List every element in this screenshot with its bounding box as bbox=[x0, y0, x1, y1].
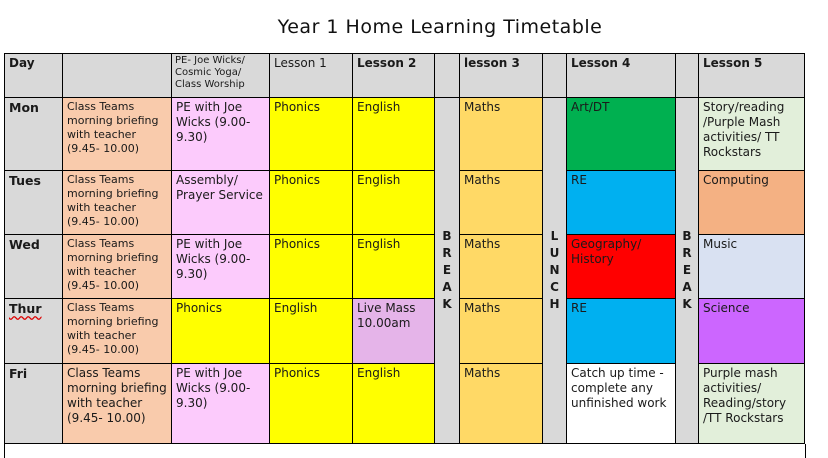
pe-cell: PE with Joe Wicks (9.00-9.30) bbox=[172, 98, 270, 171]
break-column bbox=[435, 98, 460, 444]
header-lesson4: Lesson 4 bbox=[567, 54, 676, 98]
lesson3-cell: Maths bbox=[460, 171, 543, 235]
lesson4-cell: Catch up time - complete any unfinished work bbox=[567, 364, 676, 444]
break-letter: K bbox=[682, 297, 692, 311]
lesson4-cell: RE bbox=[567, 171, 676, 235]
lesson5-cell: Computing bbox=[699, 171, 805, 235]
timetable bbox=[4, 53, 805, 444]
lesson5-cell: Music bbox=[699, 235, 805, 299]
lesson5-cell: Science bbox=[699, 299, 805, 364]
lesson1-cell: Phonics bbox=[270, 235, 353, 299]
break-letter: A bbox=[442, 280, 452, 294]
header-pe: PE- Joe Wicks/ Cosmic Yoga/ Class Worship bbox=[172, 54, 270, 98]
lesson2-cell: Live Mass 10.00am bbox=[353, 299, 435, 364]
lunch-header-cell bbox=[543, 54, 567, 98]
lesson4-cell: RE bbox=[567, 299, 676, 364]
lesson2-cell: English bbox=[353, 171, 435, 235]
briefing-cell: Class Teams morning briefing with teacher (9.45- 10.00) bbox=[63, 299, 172, 364]
lesson3-cell: Maths bbox=[460, 235, 543, 299]
lesson1-cell: English bbox=[270, 299, 353, 364]
table-continuation bbox=[4, 444, 806, 458]
break-header-cell bbox=[435, 54, 460, 98]
briefing-cell: Class Teams morning briefing with teacher (9.45- 10.00) bbox=[63, 235, 172, 299]
lesson4-cell: Geography/ History bbox=[567, 235, 676, 299]
pe-cell: PE with Joe Wicks (9.00-9.30) bbox=[172, 235, 270, 299]
briefing-cell: Class Teams morning briefing with teacher (9.45- 10.00) bbox=[63, 171, 172, 235]
lunch-letter: H bbox=[549, 297, 560, 311]
lesson1-cell: Phonics bbox=[270, 171, 353, 235]
break-letter: R bbox=[682, 246, 692, 260]
table-row bbox=[5, 98, 805, 171]
lesson2-cell: English bbox=[353, 364, 435, 444]
pe-cell: Assembly/ Prayer Service bbox=[172, 171, 270, 235]
break-letter: E bbox=[442, 263, 452, 277]
break-letter: E bbox=[682, 263, 692, 277]
day-label: Thur bbox=[9, 301, 42, 316]
break2-header-cell bbox=[676, 54, 699, 98]
day-cell: Tues bbox=[5, 171, 63, 235]
header-day: Day bbox=[5, 54, 63, 98]
lunch-letter: C bbox=[550, 280, 559, 294]
header-briefing bbox=[63, 54, 172, 98]
pe-cell: PE with Joe Wicks (9.00-9.30) bbox=[172, 364, 270, 444]
briefing-cell: Class Teams morning briefing with teacher (9.45- 10.00) bbox=[63, 364, 172, 444]
lunch-letter: N bbox=[549, 263, 560, 277]
day-cell: Fri bbox=[5, 364, 63, 444]
header-lesson1: Lesson 1 bbox=[270, 54, 353, 98]
break2-column bbox=[676, 98, 699, 444]
header-lesson3: lesson 3 bbox=[460, 54, 543, 98]
break-letter: B bbox=[682, 229, 692, 243]
lunch-letter: L bbox=[550, 229, 559, 243]
lesson5-cell: Purple mash activities/ Reading/story /TT Rockstars bbox=[699, 364, 805, 444]
lunch-letter: U bbox=[549, 246, 560, 260]
lesson3-cell: Maths bbox=[460, 299, 543, 364]
header-lesson2: Lesson 2 bbox=[353, 54, 435, 98]
day-cell bbox=[5, 299, 63, 364]
pe-cell: Phonics bbox=[172, 299, 270, 364]
page-title: Year 1 Home Learning Timetable bbox=[277, 16, 603, 38]
header-lesson5: Lesson 5 bbox=[699, 54, 805, 98]
break-letter: B bbox=[442, 229, 452, 243]
break-letter: K bbox=[442, 297, 452, 311]
lesson2-cell: English bbox=[353, 98, 435, 171]
lunch-column bbox=[543, 98, 567, 444]
lesson1-cell: Phonics bbox=[270, 364, 353, 444]
lesson3-cell: Maths bbox=[460, 364, 543, 444]
briefing-cell: Class Teams morning briefing with teacher (9.45- 10.00) bbox=[63, 98, 172, 171]
break-letter: R bbox=[442, 246, 452, 260]
break-letter: A bbox=[682, 280, 692, 294]
lesson3-cell: Maths bbox=[460, 98, 543, 171]
lesson2-cell: English bbox=[353, 235, 435, 299]
lesson5-cell: Story/reading /Purple Mash activities/ TT Rockstars bbox=[699, 98, 805, 171]
lesson1-cell: Phonics bbox=[270, 98, 353, 171]
day-cell: Mon bbox=[5, 98, 63, 171]
header-row bbox=[5, 54, 805, 98]
lesson4-cell: Art/DT bbox=[567, 98, 676, 171]
day-cell: Wed bbox=[5, 235, 63, 299]
